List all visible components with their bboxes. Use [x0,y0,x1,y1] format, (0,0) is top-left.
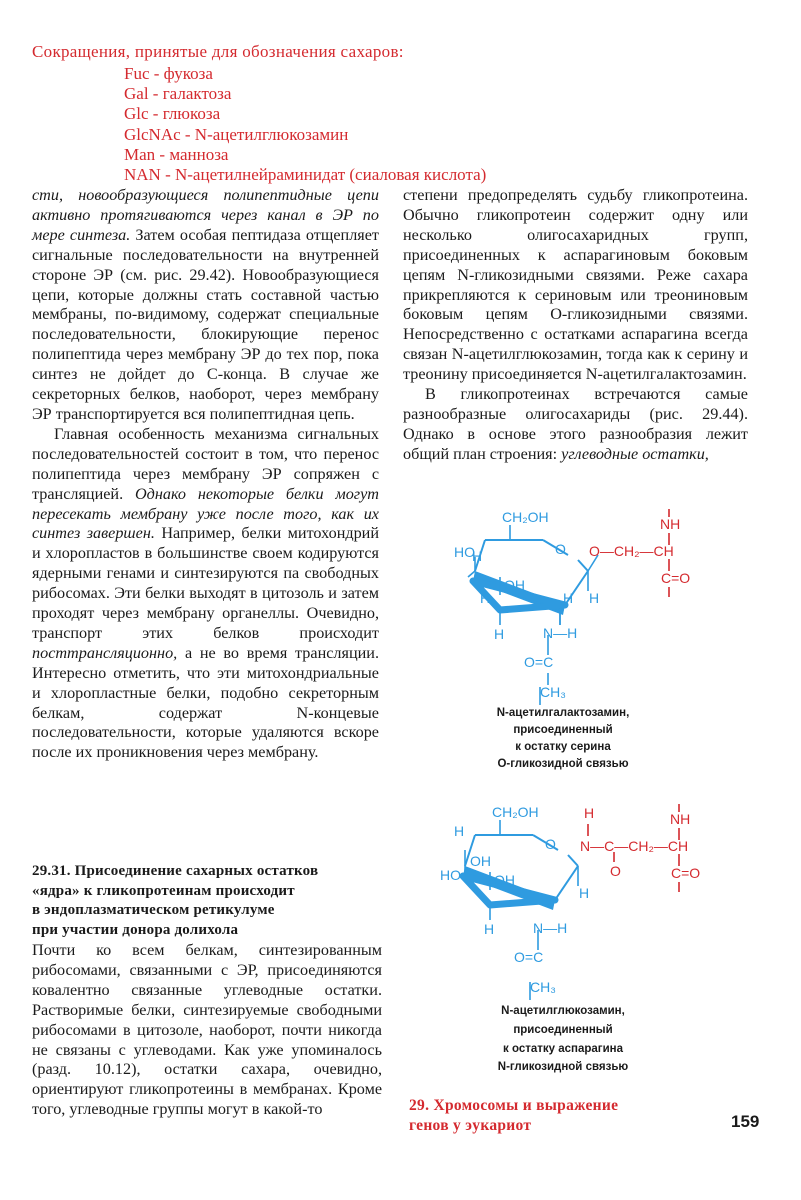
label-oc: O=C [514,949,544,965]
label-h: H [454,823,465,839]
left-paragraph-1 [32,186,379,425]
abbr-glc: Glc - глюкоза [124,104,221,124]
glcnac-structure [440,804,700,1073]
label-h: H [579,885,590,901]
caption-line: к остатку аспарагина [503,1043,623,1055]
label-oh: OH [494,872,515,888]
section-body: Почти ко всем белкам, синтезированным рибосомами, связанными с ЭР, присоединяются ковалентно связанные углеводные остатки. Растворимые белки, синтезируемые свободными рибосомами в цитозоле, наоборот, почти никогда не связаны с углеводами. Как уже упоминалось (разд. 10.12), остатки сахара, очевидно, ориентируют гликопротеины в мембранах. Кроме того, углеводные группы могут в какой-то [32,941,382,1119]
section-title-line: в эндоплазматическом ретикулуме [32,902,275,918]
caption-line: к остатку серина [515,741,611,753]
label-ho: HO [440,867,461,883]
galnac-structure [454,509,690,770]
left-p1-italic: сти, новообразующиеся полипептидные цепи активно протягиваются через канал в ЭР по мере синтеза. [32,186,379,244]
label-h: H [484,921,495,937]
label-red-co: C=O [671,865,701,881]
right-column [403,186,748,465]
label-oc: O=C [524,654,554,670]
caption-line: N-ацетилгалактозамин, [496,707,630,719]
label-red-nh: NH [670,811,691,827]
label-h: H [472,548,483,564]
right-p2-italic: углеводные остатки, [561,444,709,463]
abbr-man: Man - манноза [124,144,229,164]
label-h: H [563,590,574,606]
left-p2-italic: Однако некоторые белки могут пересекать мембрану уже после того, как их синтез завершен. [32,484,379,543]
section-29-31 [32,862,382,1120]
chapter-title [409,1096,618,1135]
label-oh: OH [504,577,525,593]
abbreviations-heading: Сокращения, принятые для обозначения сахаров: [32,42,404,61]
section-title-line: при участии донора долихола [32,921,239,938]
left-paragraph-2 [32,425,379,763]
left-p2-italic2: посттрансляционно, [32,643,178,662]
left-column [32,186,379,763]
label-nh: N—H [533,920,568,936]
abbr-nan: NAN - N-ацетилнейраминидат (сиаловая кислота) [124,165,487,185]
page-number: 159 [731,1112,760,1131]
left-p2-b: Например, белки митохондрий и хлоропластов в большинстве своем кодируются ядерными генами и синтезируются па свободных рибосомах. Эти белки выходят в цитозоль и затем проходят через мембрану органеллы. Очевидно, транспорт этих белков происходит [32,524,380,642]
label-ch2oh: CH₂OH [492,804,539,820]
abbr-fuc: Fuc - фукоза [124,64,213,83]
label-red-o: O [610,863,621,879]
right-paragraph-2 [403,385,748,465]
label-red-nh: NH [660,516,681,532]
label-h: H [589,590,600,606]
label-linker: O—CH₂—CH [589,543,674,559]
section-title-line: 29.31. Присоединение сахарных остатков [32,863,319,879]
label-red-h: H [584,805,595,821]
abbreviations-list [124,64,486,185]
label-nh: N—H [543,625,578,641]
right-paragraph-1: степени предопределять судьбу гликопротеина. Обычно гликопротеин содержит одну или несколько олигосахаридных групп, присоединенных к аспарагиновым боковым цепям N-гликозидными связями. Реже сахара прикрепляются к сериновым или треониновым боковым цепям О-гликозидными связями. Непосредственно с остатками аспарагина всегда связан N-ацетилглюкозамин, тогда как к серину и треонину присоединяется N-ацетилгалактозамин. [403,186,748,384]
label-ho: HO [454,544,475,560]
left-p2-c: а не во время трансляции. Интересно отметить, что эти митохондриальные и хлоропластные белки, подобно секреторным белкам, содержат N-концевые последовательности, которые удаляются вскоре после их проникновения через мембрану. [32,643,379,762]
caption-line: присоединенный [513,724,613,736]
label-h: H [494,626,505,642]
label-oh-left: OH [470,853,491,869]
label-ring-o: O [555,541,566,557]
section-title [32,862,382,940]
label-ch3: CH₃ [530,979,556,995]
left-p1-text: Затем особая пептидаза отщепляет сигнальные последовательности на внутренней стороне ЭР (см. рис. 29.42). Новообразующиеся цепи, которые должны стать составной частью мембраны, по-видимому, содержат специальные последовательности, блокирующие перенос полипептида через мембрану ЭР до тех пор, пока синтез не дойдет до С-конца. В случае же секреторных белков, наоборот, через мембрану ЭР транспортируется вся полипептидная цепь. [32,225,379,423]
label-linker: N—C—CH₂—CH [580,838,689,854]
glycosidic-linkage-diagram [440,495,740,1075]
caption-line: О-гликозидной связью [497,758,629,770]
label-red-co: C=O [661,570,691,586]
caption-line: N-ацетилглюкозамин, [501,1005,625,1017]
caption-line: N-гликозидной связью [497,1061,629,1073]
chapter-title-line: генов у эукариот [409,1116,532,1134]
label-ch2oh: CH₂OH [502,509,549,525]
section-title-line: «ядра» к гликопротеинам происходит [32,882,295,899]
label-ring-o: O [545,836,556,852]
chapter-title-line: 29. Хромосомы и выражение [409,1097,619,1114]
label-h: H [480,590,491,606]
abbr-glcnac: GlcNAc - N-ацетилглюкозамин [124,124,349,144]
left-p2-a: Главная особенность механизма сигнальных последовательностей состоит в том, что перенос полипептида через мембрану ЭР сопряжен с трансляцией. [32,424,379,503]
caption-line: присоединенный [513,1024,613,1036]
right-p2-a: В гликопротеинах встречаются самые разнообразные олигосахариды (рис. 29.44). Однако в основе этого разнообразия лежит общий план строения: [403,385,748,463]
label-ch3: CH₃ [540,684,566,700]
abbr-gal: Gal - галактоза [124,84,232,104]
